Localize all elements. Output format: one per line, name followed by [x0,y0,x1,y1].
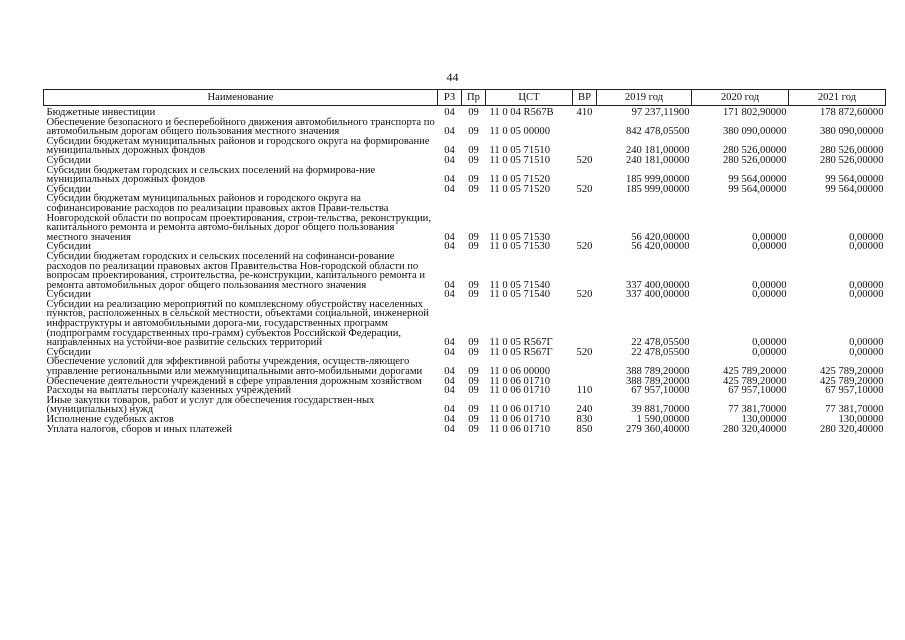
cell-cst: 11 0 05 71530 [489,241,551,253]
cell-rz: 04 [444,346,455,358]
table-body [44,106,886,435]
header-2021: 2021 год [789,90,886,106]
cell-vr: 110 [576,385,593,397]
cell-pr: 09 [468,289,479,301]
cell-rz: 04 [444,231,455,243]
cell-2020: 280 320,40000 [722,423,787,435]
cell-rz: 04 [444,366,455,378]
cell-name: Субсидии [46,289,91,301]
cell-2021: 280 320,40000 [819,423,884,435]
table-row [44,425,886,435]
cell-2019: 1 590,00000 [636,414,690,425]
cell-rz: 04 [444,183,455,195]
budget-table [43,89,886,434]
cell-name: Субсидии бюджетам муниципальных районов и городского округа на формирование муниципальных дорожных фондов [46,135,430,157]
cell-cst: 11 0 05 71530 [489,231,551,243]
cell-name: Расходы на выплаты персоналу казенных учреждений [46,385,291,397]
cell-2019: 337 400,00000 [625,279,690,291]
cell-vr: 520 [576,154,593,166]
table-row [44,106,886,118]
cell-rz: 04 [444,241,455,253]
cell-pr: 09 [468,337,479,349]
cell-2020: 425 789,20000 [722,366,787,378]
cell-2019: 240 181,00000 [625,154,690,166]
cell-2019: 842 478,05500 [625,126,690,138]
cell-2021: 0,00000 [849,346,884,358]
cell-2019: 39 881,70000 [631,404,690,416]
cell-cst: 11 0 06 01710 [489,375,551,387]
header-vr: ВР [573,90,597,106]
cell-2021: 280 526,00000 [819,154,884,166]
header-pr: Пр [462,90,486,106]
cell-rz: 04 [444,423,455,435]
cell-pr: 09 [468,154,479,166]
cell-rz: 04 [444,145,455,157]
cell-name: Субсидии бюджетам городских и сельских поселений на софинанси-рование расходов по реализации правовых актов Правительства Нов-городской области по вопросам проектирования, строительства, ре-конструкции, капитального ремонта и ремонта автомобильных дорог общего пользования местного значения [46,250,426,291]
cell-pr: 09 [468,183,479,195]
header-2019: 2019 год [597,90,692,106]
cell-vr [573,118,597,137]
cell-2021: 67 957,10000 [825,385,884,397]
cell-2021: 0,00000 [849,289,884,301]
cell-2021: 425 789,20000 [819,375,884,387]
cell-2021: 77 381,70000 [825,404,884,416]
cell-2020: 280 526,00000 [722,145,787,157]
cell-pr: 09 [468,231,479,243]
cell-name: Бюджетные инвестиции [46,107,156,118]
cell-name: Обеспечение безопасного и бесперебойного движения автомобильного транспорта по автомобильным дорогам общего пользования местного значения [46,116,435,138]
cell-2019: 67 957,10000 [631,385,690,397]
cell-rz: 04 [444,154,455,166]
cell-rz: 04 [444,375,455,387]
table-row [44,396,886,415]
cell-vr: 520 [576,183,593,195]
cell-rz: 04 [444,404,455,416]
cell-name: Субсидии [46,154,91,166]
cell-pr: 09 [468,414,479,425]
cell-rz: 04 [444,385,455,397]
cell-name: Уплата налогов, сборов и иных платежей [46,423,233,435]
cell-vr: 830 [576,414,593,425]
cell-vr: 520 [576,346,593,358]
cell-cst: 11 0 05 R567Г [489,346,553,358]
cell-2020: 0,00000 [752,241,787,253]
cell-2019: 185 999,00000 [625,183,690,195]
cell-2020: 0,00000 [752,289,787,301]
cell-2021: 99 564,00000 [825,183,884,195]
cell-pr: 09 [468,423,479,435]
cell-cst: 11 0 05 71520 [489,183,551,195]
cell-2021: 0,00000 [849,241,884,253]
cell-name: Субсидии бюджетам муниципальных районов и городского округа на софинансирование расходов по реализации правовых актов Прави-тельства Новгородской области по вопросам проектирования, строи-тельства, реконструкции, капитального ремонта и ремонта автомо-бильных дорог общего пользования местного значения [46,193,431,243]
cell-2021: 280 526,00000 [819,145,884,157]
cell-pr: 09 [468,241,479,253]
cell-2020: 0,00000 [752,337,787,349]
cell-2019: 388 789,20000 [625,366,690,378]
cell-cst: 11 0 06 01710 [489,414,551,425]
cell-vr [573,166,597,185]
cell-name: Исполнение судебных актов [46,414,174,425]
cell-pr: 09 [468,404,479,416]
cell-rz: 04 [444,279,455,291]
cell-2021: 0,00000 [849,337,884,349]
cell-2019: 97 237,11900 [631,107,690,118]
cell-vr: 850 [576,423,593,435]
cell-cst: 11 0 05 71510 [489,154,551,166]
cell-2020: 130,00000 [741,414,787,425]
cell-2019: 240 181,00000 [625,145,690,157]
cell-pr: 09 [468,126,479,138]
cell-2020: 0,00000 [752,346,787,358]
cell-2021: 178 872,60000 [819,107,884,118]
cell-2020: 0,00000 [752,231,787,243]
cell-vr [573,252,597,290]
header-rz: РЗ [438,90,462,106]
cell-vr: 520 [576,289,593,301]
cell-2020: 380 090,00000 [722,126,787,138]
cell-vr: 240 [576,404,593,416]
cell-2019: 56 420,00000 [631,231,690,243]
cell-vr: 410 [576,107,593,118]
cell-name: Субсидии бюджетам городских и сельских поселений на формирова-ние муниципальных дорожных фондов [46,164,376,186]
cell-cst: 11 0 05 71510 [489,145,551,157]
cell-2020: 171 802,90000 [722,107,787,118]
cell-name: Обеспечение условий для эффективной работы учреждения, осуществ-ляющего управление региональными или межмуниципальными авто-мобильными дорогами [46,356,423,378]
table-row [44,252,886,290]
cell-2019: 56 420,00000 [631,241,690,253]
cell-pr: 09 [468,145,479,157]
cell-2020: 99 564,00000 [728,183,787,195]
cell-pr: 09 [468,346,479,358]
cell-vr [573,194,597,242]
cell-name: Субсидии на реализацию мероприятий по комплексному обустройству населенных пунктов, расположенных в сельской местности, объектами социальной, инженерной инфраструктуры и автомобильными дорога-ми, государственных программ (подпрограмм государственных про-грамм) субъектов Российской Федерации, направленных на устойчи-вое развитие сельских территорий [46,298,429,349]
cell-cst: 11 0 04 R567В [489,107,554,118]
cell-2019: 279 360,40000 [625,423,690,435]
header-cst: ЦСТ [486,90,573,106]
cell-2021: 0,00000 [849,231,884,243]
cell-vr [573,357,597,376]
cell-2021: 0,00000 [849,279,884,291]
cell-pr: 09 [468,366,479,378]
cell-cst: 11 0 05 71520 [489,174,551,186]
cell-rz: 04 [444,289,455,301]
cell-vr [573,300,597,348]
cell-rz: 04 [444,126,455,138]
cell-2020: 425 789,20000 [722,375,787,387]
cell-cst: 11 0 06 01710 [489,385,551,397]
cell-cst: 11 0 05 71540 [489,289,551,301]
cell-vr: 520 [576,241,593,253]
cell-name: Субсидии [46,241,91,253]
cell-2021: 425 789,20000 [819,366,884,378]
cell-name: Обеспечение деятельности учреждений в сфере управления дорожным хозяйством [46,375,422,387]
header-2020: 2020 год [692,90,789,106]
cell-pr: 09 [468,174,479,186]
cell-pr: 09 [468,107,479,118]
cell-name: Иные закупки товаров, работ и услуг для обеспечения государствен-ных (муниципальных) нужд [46,394,375,416]
cell-rz: 04 [444,337,455,349]
cell-cst: 11 0 05 00000 [489,126,551,138]
cell-cst: 11 0 05 71540 [489,279,551,291]
cell-name: Субсидии [46,183,91,195]
cell-name: Субсидии [46,346,91,358]
table-row [44,166,886,185]
cell-cst: 11 0 05 R567Г [489,337,553,349]
cell-cst: 11 0 06 01710 [489,404,551,416]
cell-pr: 09 [468,375,479,387]
cell-2020: 67 957,10000 [728,385,787,397]
header-name: Наименование [44,90,438,106]
cell-2020: 280 526,00000 [722,154,787,166]
cell-pr: 09 [468,279,479,291]
cell-2019: 388 789,20000 [625,375,690,387]
table-row [44,357,886,376]
cell-cst: 11 0 06 01710 [489,423,551,435]
cell-2021: 99 564,00000 [825,174,884,186]
cell-2019: 185 999,00000 [625,174,690,186]
cell-cst: 11 0 06 00000 [489,366,551,378]
cell-2019: 22 478,05500 [631,337,690,349]
table-row [44,118,886,137]
table-row [44,137,886,156]
cell-2019: 337 400,00000 [625,289,690,301]
cell-2020: 99 564,00000 [728,174,787,186]
cell-rz: 04 [444,174,455,186]
table-row [44,194,886,242]
cell-2020: 0,00000 [752,279,787,291]
cell-pr: 09 [468,385,479,397]
table-row [44,300,886,348]
cell-rz: 04 [444,107,455,118]
page-number: 44 [446,70,459,84]
cell-2021: 130,00000 [838,414,884,425]
cell-vr [573,137,597,156]
cell-rz: 04 [444,414,455,425]
cell-2021: 380 090,00000 [819,126,884,138]
cell-2020: 77 381,70000 [728,404,787,416]
cell-2019: 22 478,05500 [631,346,690,358]
table-header-row [44,90,886,106]
